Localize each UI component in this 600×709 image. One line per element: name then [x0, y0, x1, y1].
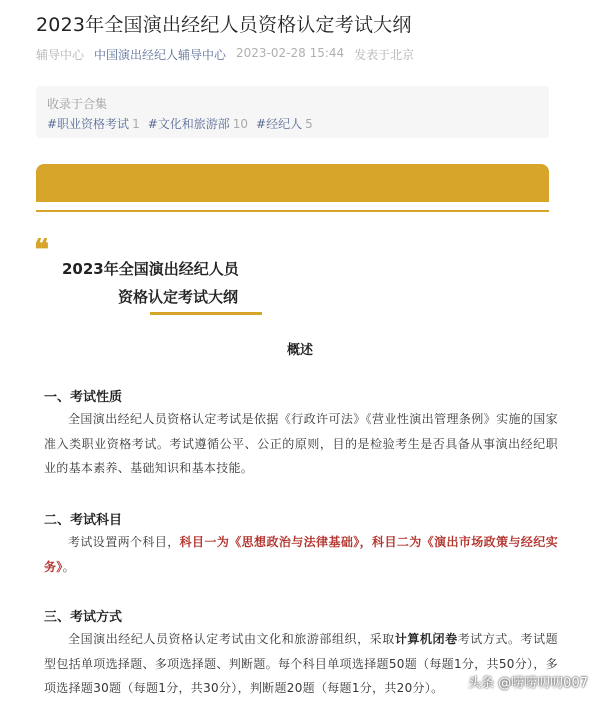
- overview-heading: 概述: [286, 343, 313, 358]
- section-paragraph: 全国演出经纪人员资格认定考试是依据《行政许可法》《营业性演出管理条例》实施的国家准入类职业资格考试。考试遵循公平、公正的原则，目的是检验考生是否具备从事演出经纪职业的基本素养、基础知识和基本技能。: [44, 412, 558, 475]
- collection-tag[interactable]: [47, 115, 140, 132]
- content-heading-line2: 资格认定考试大纲: [118, 288, 239, 306]
- collection-tag[interactable]: [256, 115, 313, 132]
- collection-tags: [47, 115, 313, 132]
- account-name-link[interactable]: 中国演出经纪人辅导中心: [94, 48, 227, 62]
- tag-name: #文化和旅游部: [147, 117, 230, 131]
- section-title: 二、考试科目: [44, 513, 123, 528]
- decorative-banner: [36, 164, 549, 202]
- collection-box: [36, 86, 549, 138]
- tag-count: 10: [232, 117, 249, 131]
- highlighted-subjects: 科目一为《思想政治与法律基础》，科目二为《演出市场政策与经纪实务》: [44, 535, 558, 574]
- highlighted-method: 计算机闭卷: [394, 632, 458, 646]
- banner-divider: [36, 210, 549, 212]
- tag-count: 5: [305, 117, 313, 131]
- paragraph-text: 全国演出经纪人员资格认定考试由文化和旅游部组织，采取: [68, 632, 395, 646]
- paragraph-text: 。: [62, 559, 75, 574]
- publish-location: 发表于北京: [354, 48, 415, 62]
- article-title: 2023年全国演出经纪人员资格认定考试大纲: [36, 14, 412, 36]
- publish-datetime: 2023-02-28 15:44: [236, 46, 345, 60]
- tag-count: 1: [132, 117, 140, 131]
- quote-icon: ❝: [34, 233, 50, 266]
- content-heading-line1: 2023年全国演出经纪人员: [62, 260, 239, 278]
- section-title: 一、考试性质: [44, 390, 123, 405]
- section-paragraph: [44, 530, 558, 579]
- tag-name: #职业资格考试: [47, 117, 130, 131]
- author-name: 辅导中心: [36, 48, 85, 62]
- paragraph-text: 考试方式。考试题型包括单项选择题、多项选择题、判断题。每个科目单项选择题50题（每题1分，共50分），多项选择题30题（每题1分，共30分），判断题20题（每题1分，共20分）。: [44, 632, 558, 695]
- tag-name: #经纪人: [256, 117, 303, 131]
- heading-underline: [150, 312, 262, 315]
- collection-label: 收录于合集: [47, 97, 108, 111]
- article-meta: [36, 46, 414, 63]
- watermark: 头条 @唠唠叨叨007: [468, 676, 588, 691]
- paragraph-text: 考试设置两个科目，: [68, 535, 180, 549]
- section-title: 三、考试方式: [44, 610, 123, 625]
- collection-tag[interactable]: [148, 115, 248, 132]
